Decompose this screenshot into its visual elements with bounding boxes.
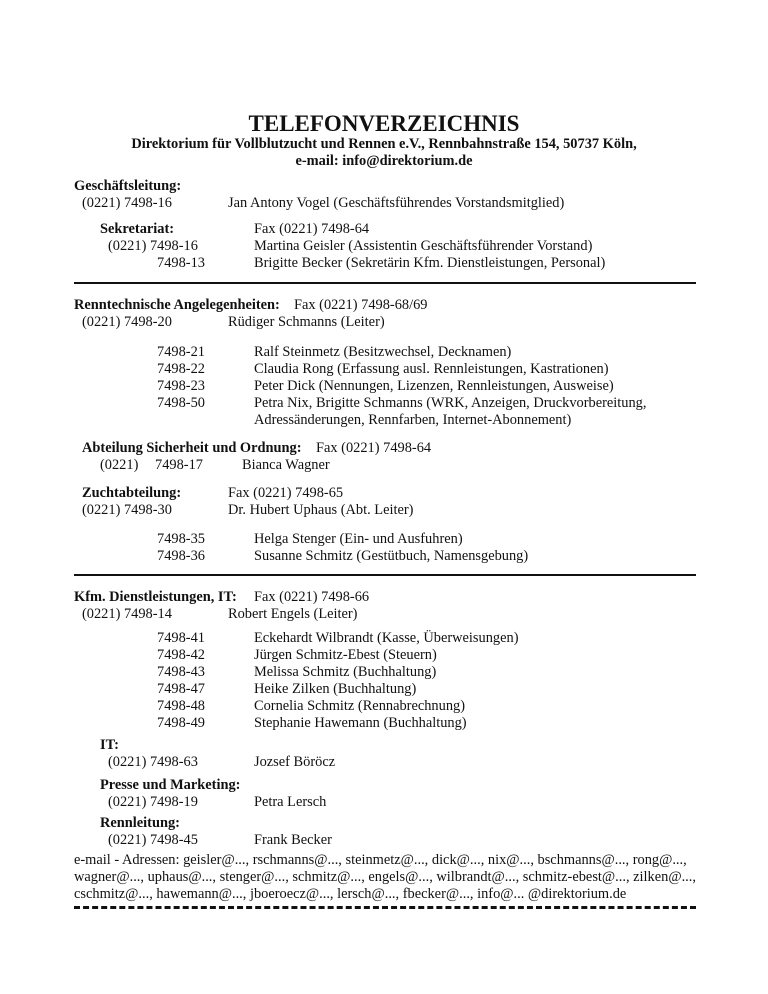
section-heading: Renntechnische Angelegenheiten:	[74, 297, 280, 313]
email-line: e-mail - Adressen: geisler@..., rschmanns@..., steinmetz@..., dick@..., nix@..., bschmanns@..., rong@...,	[74, 852, 687, 868]
phone-number: (0221) 7498-63	[108, 754, 198, 770]
phone-number: (0221) 7498-19	[108, 794, 198, 810]
phone-number: (0221) 7498-20	[82, 314, 172, 330]
email-addresses	[74, 852, 696, 903]
fax-number: Fax (0221) 7498-68/69	[294, 297, 428, 313]
extension: 7498-48	[157, 698, 205, 714]
section-divider	[74, 282, 696, 284]
section-heading: Zuchtabteilung:	[82, 485, 182, 501]
extension: 7498-21	[157, 344, 205, 360]
contact-name: Jan Antony Vogel (Geschäftsführendes Vorstandsmitglied)	[228, 195, 565, 211]
contact-name: Susanne Schmitz (Gestütbuch, Namensgebung)	[254, 548, 529, 564]
contact-name: Peter Dick (Nennungen, Lizenzen, Rennleistungen, Ausweise)	[254, 378, 614, 394]
extension: 7498-47	[157, 681, 205, 697]
extension: 7498-13	[157, 255, 205, 271]
email-line: wagner@..., uphaus@..., stenger@..., schmitz@..., engels@..., wilbrandt@..., schmitz-ebest@..., zilken@...,	[74, 869, 696, 885]
contact-name: Claudia Rong (Erfassung ausl. Rennleistungen, Kastrationen)	[254, 361, 609, 377]
contact-name: Eckehardt Wilbrandt (Kasse, Überweisungen)	[254, 630, 519, 646]
section-heading: Sekretariat:	[100, 221, 175, 237]
fax-number: Fax (0221) 7498-66	[254, 589, 370, 605]
contact-name: Frank Becker	[254, 832, 332, 848]
contact-name: Heike Zilken (Buchhaltung)	[254, 681, 417, 697]
extension: 7498-22	[157, 361, 205, 377]
section-heading: Abteilung Sicherheit und Ordnung:	[82, 440, 302, 456]
extension: 7498-42	[157, 647, 205, 663]
contact-name: Melissa Schmitz (Buchhaltung)	[254, 664, 437, 680]
contact-name: Rüdiger Schmanns (Leiter)	[228, 314, 385, 330]
section-heading: Geschäftsleitung:	[74, 178, 182, 194]
contact-name: Petra Lersch	[254, 794, 327, 810]
contact-name: Robert Engels (Leiter)	[228, 606, 358, 622]
section-heading: Rennleitung:	[100, 815, 180, 831]
contact-name: Bianca Wagner	[242, 457, 330, 473]
extension: 7498-36	[157, 548, 205, 564]
fax-number: Fax (0221) 7498-64	[254, 221, 370, 237]
contact-name: Ralf Steinmetz (Besitzwechsel, Decknamen)	[254, 344, 512, 360]
extension: 7498-17	[155, 457, 203, 473]
contact-name: Martina Geisler (Assistentin Geschäftsführender Vorstand)	[254, 238, 593, 254]
section-heading: Kfm. Dienstleistungen, IT:	[74, 589, 237, 605]
phone-number: (0221) 7498-45	[108, 832, 198, 848]
email-line: cschmitz@..., hawemann@..., jboeroecz@..., lersch@..., fbecker@..., info@... @direktorium.de	[74, 886, 627, 902]
contact-name: Jozsef Böröcz	[254, 754, 336, 770]
extension: 7498-49	[157, 715, 205, 731]
organization-email: e-mail: info@direktorium.de	[295, 153, 473, 169]
phone-number: (0221) 7498-14	[82, 606, 172, 622]
fax-number: Fax (0221) 7498-64	[316, 440, 432, 456]
section-heading: Presse und Marketing:	[100, 777, 241, 793]
phone-number: (0221) 7498-30	[82, 502, 172, 518]
contact-name: Dr. Hubert Uphaus (Abt. Leiter)	[228, 502, 414, 518]
fax-number: Fax (0221) 7498-65	[228, 485, 344, 501]
extension: 7498-23	[157, 378, 205, 394]
section-heading: IT:	[100, 737, 119, 753]
contact-name: Jürgen Schmitz-Ebest (Steuern)	[254, 647, 437, 663]
phone-number: (0221) 7498-16	[82, 195, 172, 211]
section-divider	[74, 574, 696, 576]
contact-name: Helga Stenger (Ein- und Ausfuhren)	[254, 531, 463, 547]
dashed-divider	[74, 906, 696, 909]
organization-address: Direktorium für Vollblutzucht und Rennen e.V., Rennbahnstraße 154, 50737 Köln,	[131, 136, 637, 152]
extension: 7498-35	[157, 531, 205, 547]
page-title: TELEFONVERZEICHNIS	[248, 111, 520, 136]
extension: 7498-50	[157, 395, 205, 411]
contact-name: Petra Nix, Brigitte Schmanns (WRK, Anzeigen, Druckvorbereitung,	[254, 395, 647, 411]
contact-name: Stephanie Hawemann (Buchhaltung)	[254, 715, 467, 731]
area-code: (0221)	[100, 457, 139, 473]
extension: 7498-43	[157, 664, 205, 680]
phone-number: (0221) 7498-16	[108, 238, 198, 254]
extension: 7498-41	[157, 630, 205, 646]
contact-name-continuation: Adressänderungen, Rennfarben, Internet-Abonnement)	[254, 412, 572, 428]
contact-name: Brigitte Becker (Sekretärin Kfm. Dienstleistungen, Personal)	[254, 255, 606, 271]
contact-name: Cornelia Schmitz (Rennabrechnung)	[254, 698, 465, 714]
